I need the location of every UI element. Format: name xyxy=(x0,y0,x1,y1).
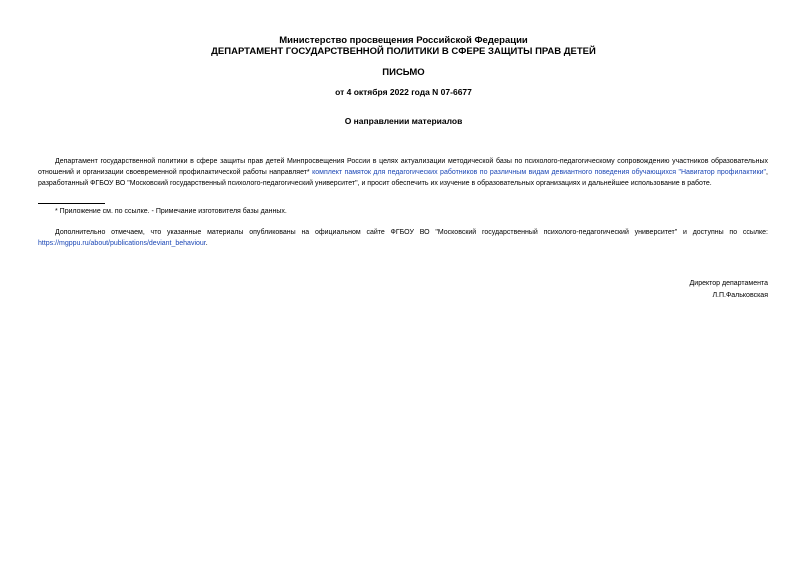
paragraph-text: Дополнительно отмечаем, что указанные материалы опубликованы на официальном сайте ФГБОУ ВО "Московский государственный психолого-педагогический университет" и доступны по ссылке: xyxy=(55,229,768,236)
publication-url-link[interactable]: https://mgppu.ru/about/publications/deviant_behaviour xyxy=(38,240,206,247)
body-paragraph-2 xyxy=(38,227,768,249)
footnote: * Приложение см. по ссылке. - Примечание изготовителя базы данных. xyxy=(55,208,287,215)
document-type: ПИСЬМО xyxy=(382,67,425,78)
ministry-name: Министерство просвещения Российской Федерации xyxy=(279,35,528,46)
paragraph-text: , разработанный ФГБОУ ВО "Московский государственный психолого-педагогический университет", и просит обеспечить их изучение в образовательных организациях и дальнейшее использование в работе. xyxy=(38,169,768,187)
body-paragraph-1 xyxy=(38,156,768,189)
signature-name: Л.П.Фальковская xyxy=(712,292,768,299)
department-name: ДЕПАРТАМЕНТ ГОСУДАРСТВЕННОЙ ПОЛИТИКИ В СФЕРЕ ЗАЩИТЫ ПРАВ ДЕТЕЙ xyxy=(211,46,596,57)
document-subject: О направлении материалов xyxy=(344,116,463,126)
footnote-divider xyxy=(38,203,105,204)
materials-link[interactable]: комплект памяток для педагогических работников по различным видам девиантного поведения обучающихся "Навигатор профилактики" xyxy=(312,169,767,176)
signature-position: Директор департамента xyxy=(689,280,768,287)
paragraph-text: . xyxy=(205,240,208,247)
paragraph-text: Департамент государственной политики в сфере защиты прав детей Минпросвещения России в целях актуализации методической базы по психолого-педагогическому сопровождению участников образовательных отношений и организации своевременной профилактической работы направляет* xyxy=(38,158,768,176)
document-date-number: от 4 октября 2022 года N 07-6677 xyxy=(335,87,472,97)
